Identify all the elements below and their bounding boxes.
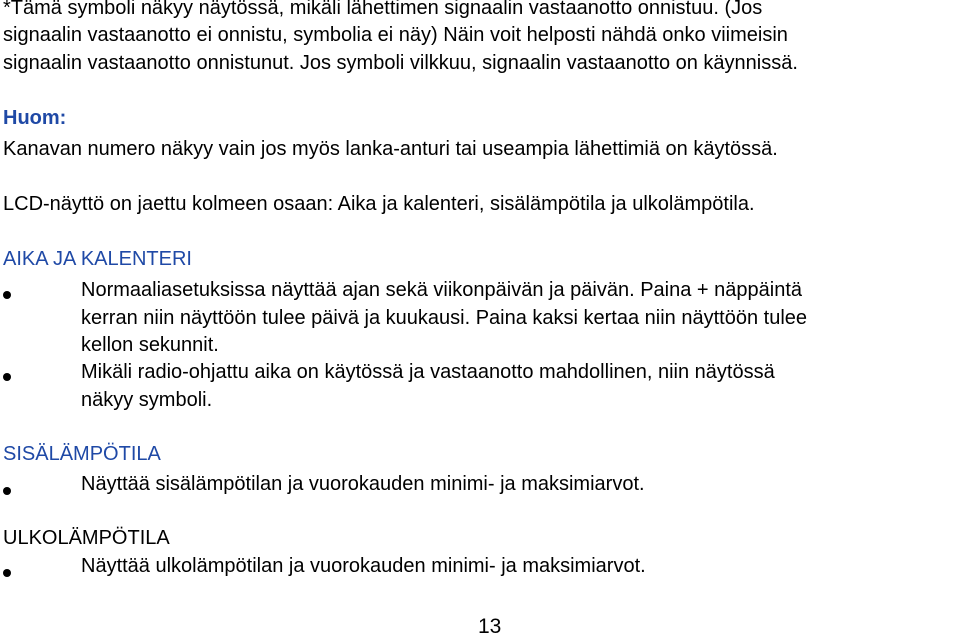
section-heading-outdoor: ULKOLÄMPÖTILA	[3, 527, 170, 549]
outdoor-bullet-1: Näyttää ulkolämpötilan ja vuorokauden minimi- ja maksimiarvot.	[81, 555, 646, 577]
intro-line-3: signaalin vastaanotto onnistunut. Jos symboli vilkkuu, signaalin vastaanotto on käynnissä.	[3, 52, 798, 74]
time-bullet-1-line-3: kellon sekunnit.	[81, 334, 219, 356]
intro-line-2: signaalin vastaanotto ei onnistu, symbolia ei näy) Näin voit helposti nähdä onko viimeisin	[3, 24, 788, 46]
intro-line-1: *Tämä symboli näkyy näytössä, mikäli lähettimen signaalin vastaanotto onnistuu. (Jos	[3, 0, 763, 19]
bullet-icon	[3, 291, 11, 299]
lcd-text: LCD-näyttö on jaettu kolmeen osaan: Aika ja kalenteri, sisälämpötila ja ulkolämpötila.	[3, 193, 755, 215]
note-text: Kanavan numero näkyy vain jos myös lanka-anturi tai useampia lähettimiä on käytössä.	[3, 138, 778, 160]
indoor-bullet-1: Näyttää sisälämpötilan ja vuorokauden minimi- ja maksimiarvot.	[81, 473, 645, 495]
section-heading-time: AIKA JA KALENTERI	[3, 248, 192, 270]
time-bullet-1-line-1: Normaaliasetuksissa näyttää ajan sekä viikonpäivän ja päivän. Paina + näppäintä	[81, 279, 803, 301]
time-bullet-2-line-2: näkyy symboli.	[81, 389, 213, 411]
bullet-icon	[3, 569, 11, 577]
bullet-icon	[3, 373, 11, 381]
time-bullet-1-line-2: kerran niin näyttöön tulee päivä ja kuukausi. Paina kaksi kertaa niin näyttöön tulee	[81, 307, 808, 329]
note-label: Huom:	[3, 107, 67, 129]
time-bullet-2-line-1: Mikäli radio-ohjattu aika on käytössä ja vastaanotto mahdollinen, niin näytössä	[81, 361, 775, 383]
page-number: 13	[478, 615, 502, 638]
section-heading-indoor: SISÄLÄMPÖTILA	[3, 443, 161, 465]
bullet-icon	[3, 487, 11, 495]
